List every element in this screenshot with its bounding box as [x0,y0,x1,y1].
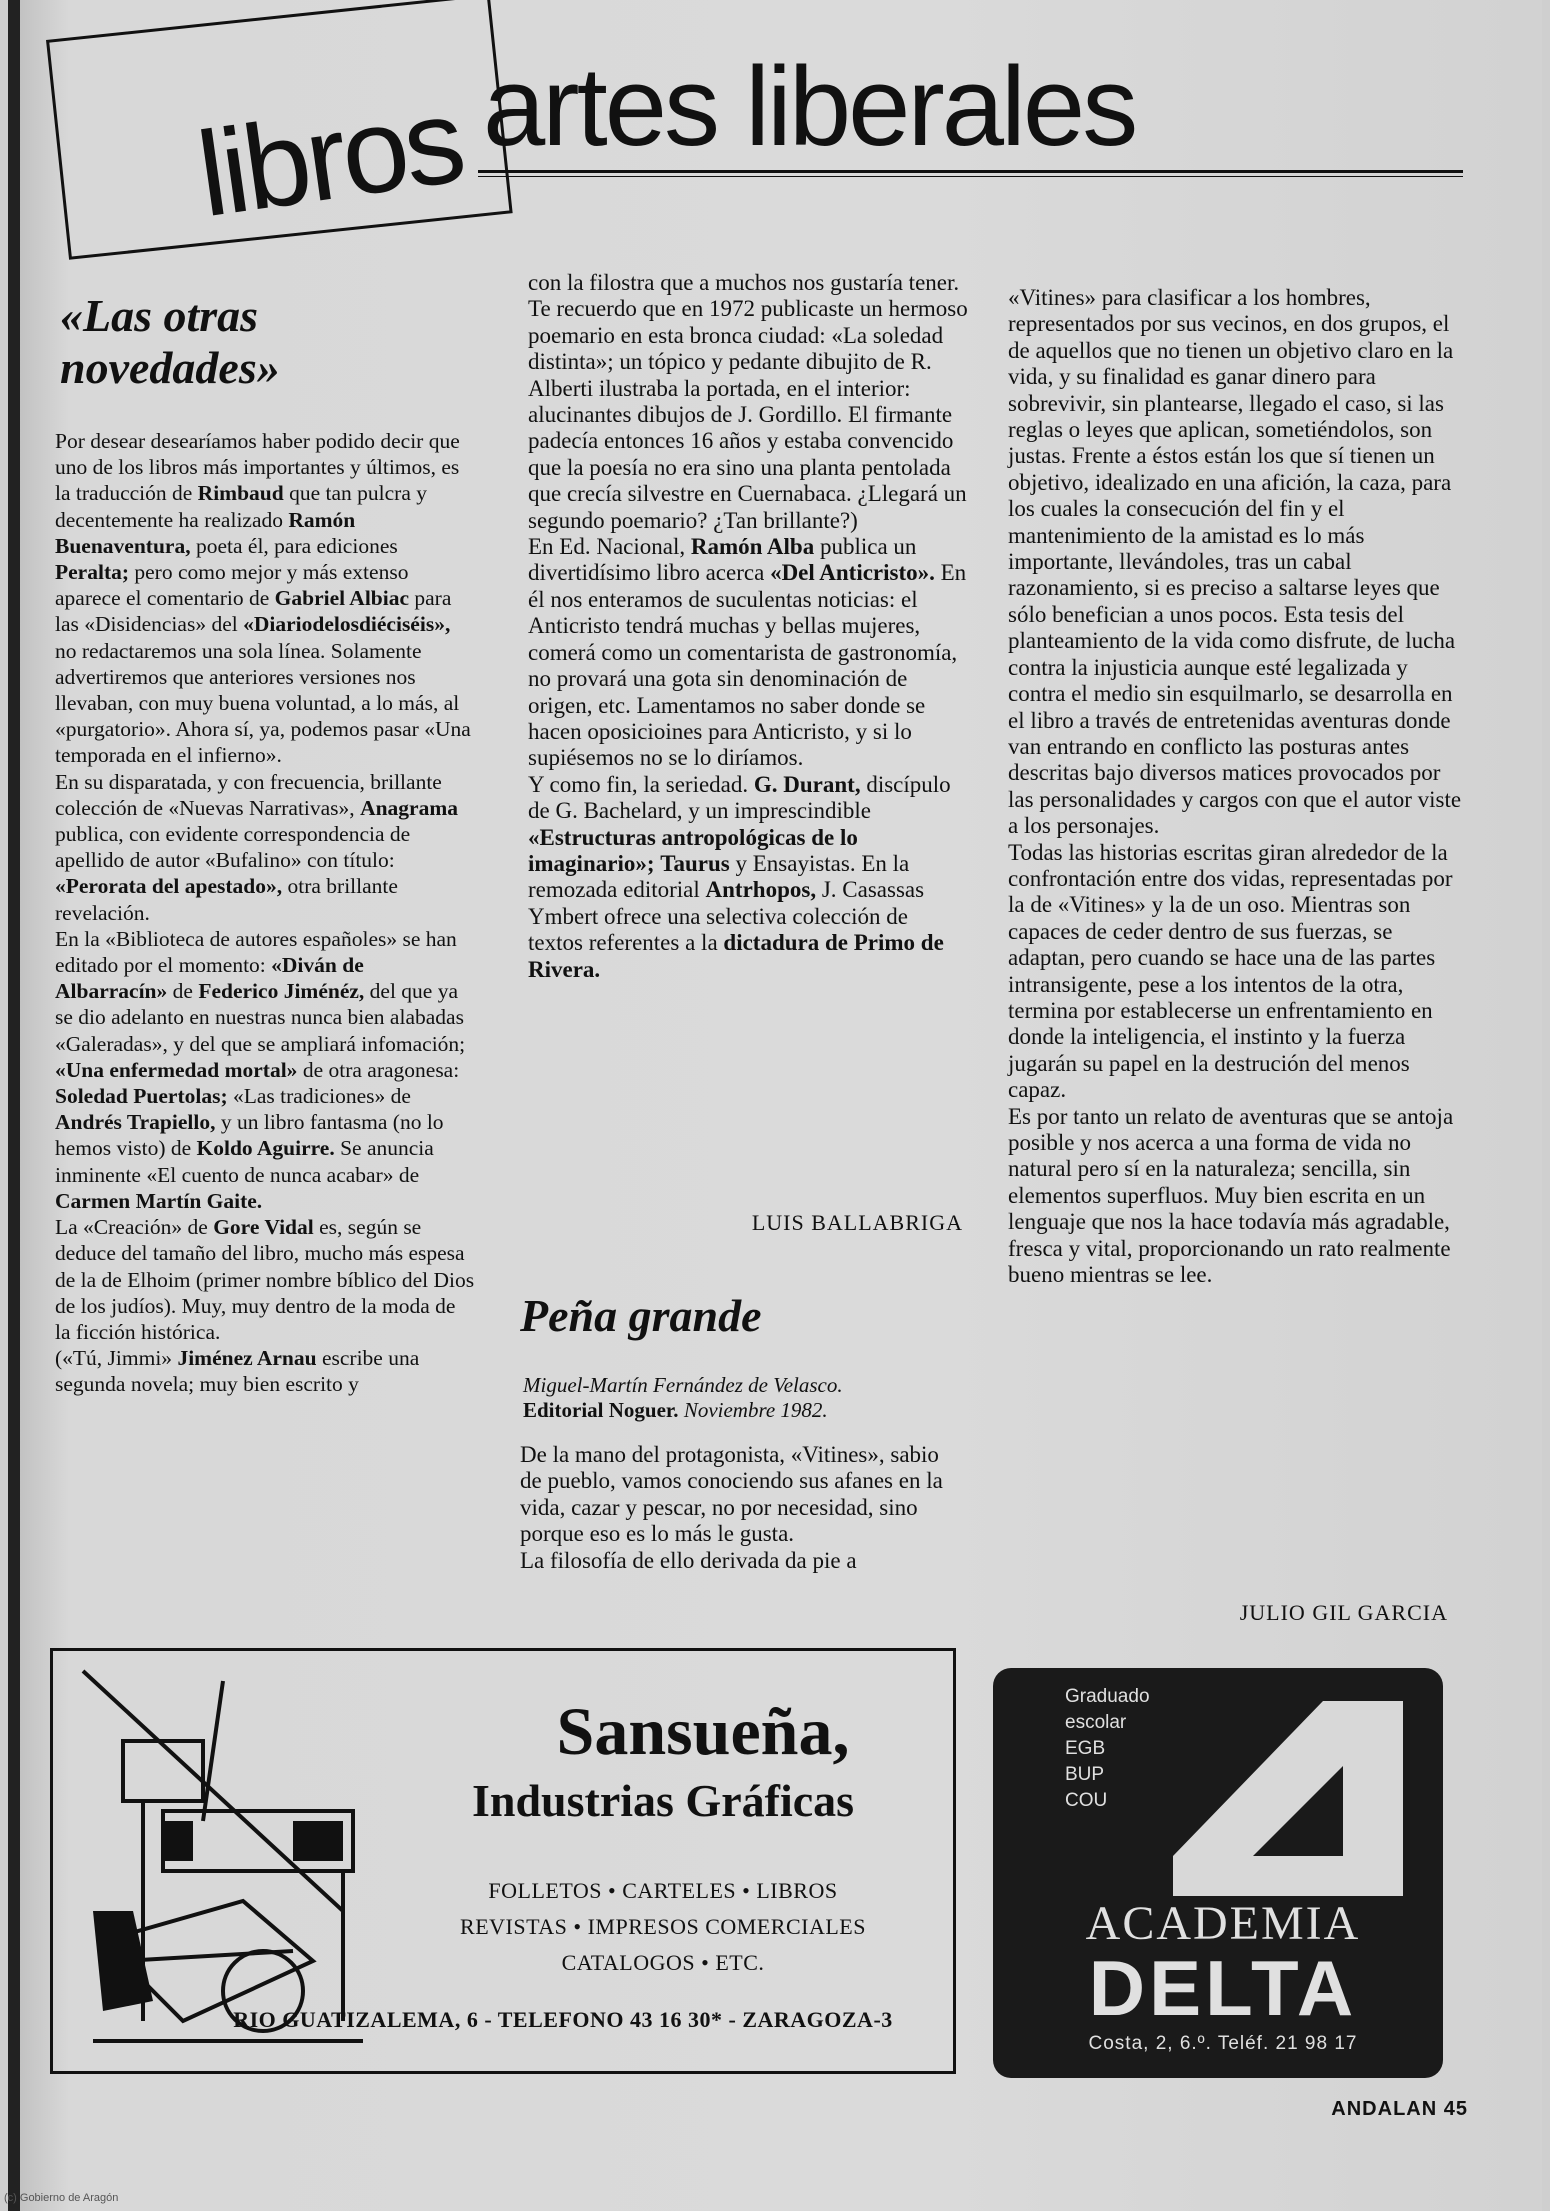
page-spine-shadow [8,0,20,2211]
ad-services-line: CATALOGOS • ETC. [561,1950,765,1975]
column-2 [528,270,968,983]
ad-services [383,1873,943,1981]
ad-services-line: REVISTAS • IMPRESOS COMERCIALES [460,1914,866,1939]
book-credit: Miguel-Martín Fernández de Velasco. Editorial Noguer. Noviembre 1982. [523,1373,843,1422]
ad-course-list [1065,1684,1265,1814]
column-1 [55,428,475,1398]
ad-address: RIO GUATIZALEMA, 6 - TELEFONO 43 16 30* - ZARAGOZA-3 [233,2007,893,2032]
paragraph: Todas las historias escritas giran alrededor de la confrontación entre dos vidas, representadas por la de «Vitines» y la de un oso. Mientras son capaces de ceder dentro de sus fuerzas, se adaptan, pero cuando se hace una de las partes intransigente, pese a los intentos de la otra, termina por establecerse un enfrentamiento en donde la inteligencia, el instinto y la fuerza jugarán su papel en la destrución del menos capaz. [1008,839,1453,1103]
paragraph: con la filostra que a muchos nos gustaría tener. Te recuerdo que en 1972 publicaste un hermoso poemario en esta bronca ciudad: «La soledad distinta»; un tópico y pedante dibujito de R. Alberti ilustraba la portada, en el interior: alucinantes dibujos de J. Gordillo. El firmante padecía entonces 16 años y estaba convencido que la poesía no era sino una planta pentolada que crecía silvestre en Cuernabaca. ¿Llegará un segundo poemario? ¿Tan brillante?) [528,270,968,533]
paragraph: Por desear desearíamos haber podido decir que uno de los libros más importantes y últimos, es la traducción de Rimbaud que tan pulcra y decentemente ha realizado Ramón Buenaventura, poeta él, para ediciones Peralta; pero como mejor y más extenso aparece el comentario de Gabriel Albiac para las «Disidencias» del «Diariodelosdiéciséis», no redactaremos una sola línea. Solamente advertiremos que anteriores versiones nos llevaban, con muy buena voluntad, a lo más, al «purgatorio». Ahora sí, ya, podemos pasar «Una temporada en el infierno». [55,429,471,768]
column-3 [1008,285,1468,1288]
author-byline: LUIS BALLABRIGA [751,1210,963,1235]
printing-press-illustration [63,1661,393,2061]
copyright-notice: (c) Gobierno de Aragón [4,2192,119,2204]
course-label: EGB [1065,1738,1106,1759]
magazine-name: ANDALAN [1331,2098,1438,2120]
ad-company-name: Sansueña, [556,1693,850,1769]
paragraph: En la «Biblioteca de autores españoles» se han editado por el momento: «Diván de Albarracín» de Federico Jiménéz, del que ya se dio adelanto en nuestras nunca bien alabadas «Galeradas», y del que se ampliará infomación; «Una enfermedad mortal» de otra aragonesa: Soledad Puertolas; «Las tradiciones» de Andrés Trapiello, y un libro fantasma (no lo hemos visto) de Koldo Aguirre. Se anuncia inminente «El cuento de nunca acabar» de Carmen Martín Gaite. [55,926,466,1213]
paragraph: De la mano del protagonista, «Vitines», sabio de pueblo, vamos conociendo sus afanes en la vida, cazar y pescar, no por necesidad, sino porque eso es lo más le gusta. [520,1442,943,1547]
magazine-page [8,0,1542,2211]
ad-address: Costa, 2, 6.º. Teléf. 21 98 17 [1088,2033,1358,2054]
section-title: artes liberales [483,44,1136,169]
paragraph: Es por tanto un relato de aventuras que se antoja posible y nos acerca a una forma de vida no natural pero sí en la naturaleza; sencilla, sin elementos superfluos. Muy bien escrita en un lenguaje que nos la hace todavía más agradable, fresca y vital, proporcionando un rato realmente bueno mientras se lee. [1008,1103,1454,1288]
author-byline: JULIO GIL GARCIA [1239,1600,1448,1625]
column-2-lower [520,1442,965,1574]
course-label: escolar [1065,1712,1127,1733]
course-label: BUP [1065,1764,1105,1785]
page-footer [1298,2098,1468,2121]
paragraph: («Tú, Jimmi» Jiménez Arnau escribe una segunda novela; muy bien escrito y [55,1346,420,1397]
article-title-otras-novedades: «Las otras novedades» [60,290,280,393]
paragraph: «Vitines» para clasificar a los hombres, representados por sus vecinos, en dos grupos, el de aquellos que no tienen un objetivo claro en la vida, y su finalidad es ganar dinero para sobrevivir, sin plantearse, llegado el caso, si las reglas o leyes que aplican, sometiéndolos, son justas. Frente a éstos están los que sí tienen un objetivo, idealizado en una afición, la caza, para los cuales la consecución del fin y el mantenimiento de la amistad es lo más importante, llevándoles, tras un cabal razonamiento, si es preciso a saltarse leyes que sólo benefician a unos pocos. Esta tesis del planteamiento de la vida como disfrute, de lucha contra la injusticia aunque esté legalizada y contra el medio sin esquilmarlo, se desarrolla en el libro a través de entretenidas aventuras donde van entrando en conflicto las posturas antes descritas bajo diversos matices provocados por las personalidades y cargos con que el autor viste a los personajes. [1008,285,1462,839]
ad-delta-wordmark: DELTA [1088,1944,1358,2032]
course-label: Graduado [1065,1686,1150,1707]
header-rule [478,170,1463,173]
header-rule-thin [478,176,1463,177]
ad-company-subtitle: Industrias Gráficas [471,1775,855,1826]
section-label: libros [190,72,469,243]
page-number: 45 [1443,2098,1468,2120]
advertisement-sansuena [50,1648,956,2074]
paragraph: En Ed. Nacional, Ramón Alba publica un divertidísimo libro acerca «Del Anticristo». En él nos enteramos de suculentas noticias: el Anticristo tendrá muchas y bellas mujeres, comerá como un comentarista de gastronomía, no provará una gota sin denominación de origen, etc. Lamentamos no saber donde se hacen oposicioines para Anticristo, y si lo supiésemos no se lo diríamos. [528,534,967,771]
course-label: COU [1065,1790,1108,1811]
advertisement-academia-delta [993,1668,1443,2078]
paragraph: Y como fin, la seriedad. G. Durant, discípulo de G. Bachelard, y un imprescindible «Estructuras antropológicas de lo imaginario»; Taurus y Ensayistas. En la remozada editorial Antrhopos, J. Casassas Ymbert ofrece una selectiva colección de textos referentes a la dictadura de Primo de Rivera. [528,771,951,982]
ad-services-line: FOLLETOS • CARTELES • LIBROS [488,1878,838,1903]
article-title-pena-grande: Peña grande [520,1290,762,1341]
paragraph: La «Creación» de Gore Vidal es, según se deduce del tamaño del libro, mucho más espesa de la de Elhoim (primer nombre bíblico del Dios de los judíos). Muy, muy dentro de la moda de la ficción histórica. [55,1215,475,1344]
paragraph: La filosofía de ello derivada da pie a [520,1547,857,1573]
paragraph: En su disparatada, y con frecuencia, brillante colección de «Nuevas Narrativas», Anagrama publica, con evidente correspondencia de apellido de autor «Bufalino» con título: «Perorata del apestado», otra brillante revelación. [55,769,458,925]
ad-academia-label: ACADEMIA [1085,1897,1361,1950]
